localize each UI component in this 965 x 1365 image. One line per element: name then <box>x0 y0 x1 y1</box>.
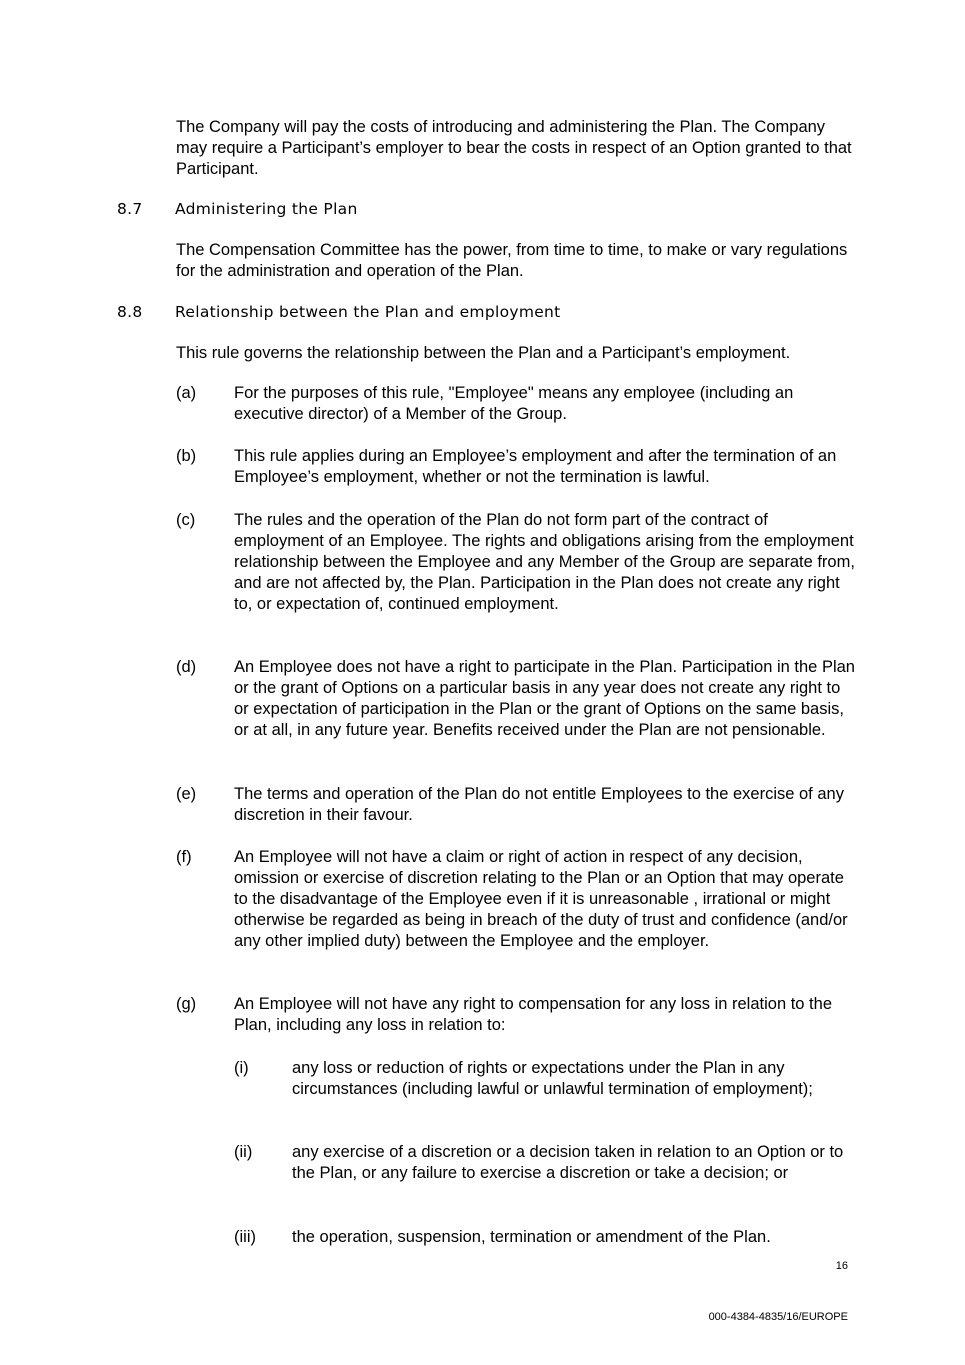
list-item-label: (c) <box>176 511 196 529</box>
list-item-text: The terms and operation of the Plan do not entitle Employees to the exercise of any discretion in their favour. <box>234 785 844 824</box>
section-number: 8.7 <box>117 200 143 218</box>
sub-item-label: (ii) <box>234 1143 253 1161</box>
section-heading-8-8 <box>117 302 561 322</box>
list-item-label: (g) <box>176 995 197 1013</box>
sub-item-text: the operation, suspension, termination or amendment of the Plan. <box>292 1228 771 1246</box>
section-8-7-body: The Compensation Committee has the power, from time to time, to make or vary regulations for the administration and operation of the Plan. <box>176 241 848 280</box>
section-title: Relationship between the Plan and employment <box>175 303 561 321</box>
document-reference: 000-4384-4835/16/EUROPE <box>708 1311 848 1323</box>
list-item-text: The rules and the operation of the Plan do not form part of the contract of employment of an Employee. The rights and obligations arising from the employment relationship between the Employee and any Member of the Group are separate from, and are not affected by, the Plan. Participation in the Plan does not create any right to, or expectation of, continued employment. <box>234 511 855 613</box>
list-item-text: For the purposes of this rule, "Employee" means any employee (including an executive director) of a Member of the Group. <box>234 384 794 423</box>
list-item-label: (e) <box>176 785 197 803</box>
sub-item-label: (iii) <box>234 1228 256 1246</box>
list-item-text: An Employee will not have a claim or right of action in respect of any decision, omission or exercise of discretion relating to the Plan or an Option that may operate to the disadvantage of the Employee even if it is unreasonable , irrational or might otherwise be regarded as being in breach of the duty of trust and confidence (and/or any other implied duty) between the Employee and the employer. <box>234 848 848 950</box>
section-title: Administering the Plan <box>175 200 358 218</box>
list-item-text: This rule applies during an Employee’s employment and after the termination of an Employee’s employment, whether or not the termination is lawful. <box>234 447 837 486</box>
section-number: 8.8 <box>117 303 143 321</box>
intro-paragraph: The Company will pay the costs of introducing and administering the Plan. The Company may require a Participant’s employer to bear the costs in respect of an Option granted to that Participant. <box>176 118 852 178</box>
sub-item-text: any exercise of a discretion or a decision taken in relation to an Option or to the Plan, or any failure to exercise a discretion or take a decision; or <box>292 1143 844 1182</box>
sub-item-label: (i) <box>234 1059 249 1077</box>
list-item-label: (d) <box>176 658 197 676</box>
list-item-label: (a) <box>176 384 197 402</box>
list-item-text: An Employee does not have a right to participate in the Plan. Participation in the Plan or the grant of Options on a particular basis in any year does not create any right to or expectation of participation in the Plan or the grant of Options on the same basis, or at all, in any future year. Benefits received under the Plan are not pensionable. <box>234 658 855 739</box>
list-item-label: (f) <box>176 848 192 866</box>
section-8-8-body: This rule governs the relationship between the Plan and a Participant’s employment. <box>176 344 791 362</box>
list-item-label: (b) <box>176 447 197 465</box>
list-item-text: An Employee will not have any right to compensation for any loss in relation to the Plan, including any loss in relation to: <box>234 995 832 1034</box>
section-heading-8-7 <box>117 199 358 219</box>
page-number: 16 <box>835 1260 848 1272</box>
sub-item-text: any loss or reduction of rights or expectations under the Plan in any circumstances (including lawful or unlawful termination of employment); <box>292 1059 813 1098</box>
